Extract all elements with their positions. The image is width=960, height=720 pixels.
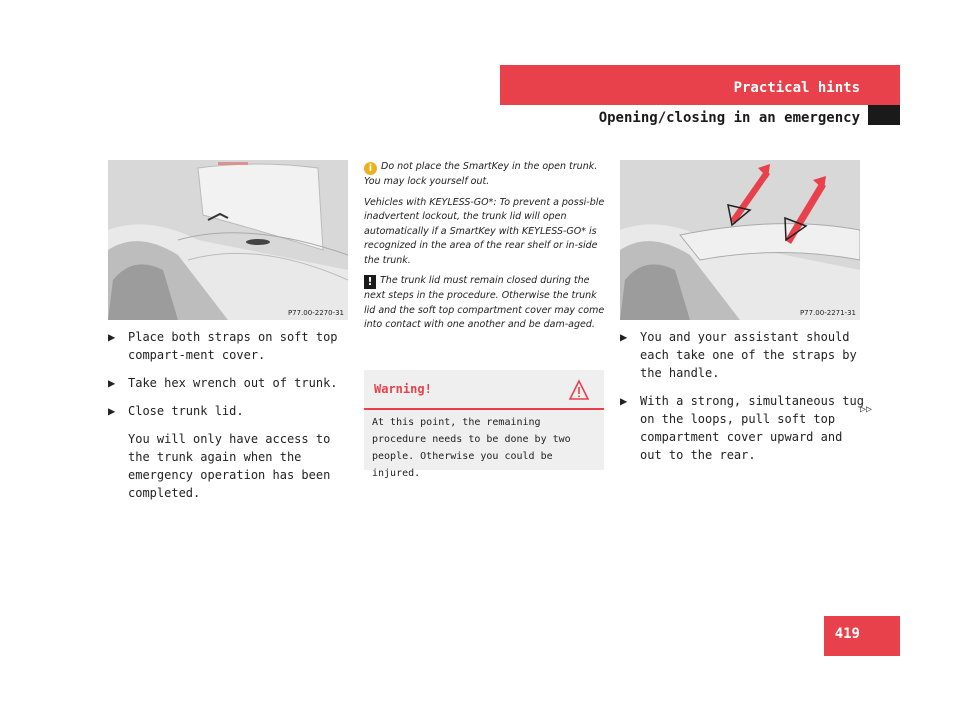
page-number-box <box>824 616 900 656</box>
warning-triangle-icon <box>568 379 590 401</box>
bullet-arrow-icon: ▶ <box>108 404 116 418</box>
list-item <box>108 328 354 364</box>
info-note <box>364 160 606 190</box>
step-note: You will only have access to the trunk again when the emergency operation has been completed. <box>128 432 331 500</box>
image-code: P77.00-2270-31 <box>287 309 344 317</box>
step-text: With a strong, simultaneous tug on the loops, pull soft top compartment cover upward and out to the rear. <box>640 394 864 462</box>
step-text: Take hex wrench out of trunk. <box>128 376 338 390</box>
bullet-arrow-icon: ▶ <box>620 394 628 408</box>
illustration-trunk-open <box>108 160 348 320</box>
illustration-cover-pull <box>620 160 860 320</box>
warning-box <box>364 370 604 479</box>
warning-text: At this point, the remaining procedure needs to be done by two people. Otherwise you could be injured. <box>372 417 571 479</box>
step-text: Close trunk lid. <box>128 404 244 418</box>
bullet-arrow-icon: ▶ <box>620 330 628 344</box>
step-text: Place both straps on soft top compart-ment cover. <box>128 330 338 362</box>
warning-title: Warning! <box>374 382 432 396</box>
list-item <box>620 328 870 382</box>
trunk-open-drawing <box>108 160 348 320</box>
right-steps-list <box>620 328 873 474</box>
list-item <box>620 392 873 464</box>
info-icon: i <box>364 162 377 175</box>
caution-note <box>364 274 606 333</box>
exclamation-icon: ! <box>364 275 376 289</box>
cover-pull-drawing <box>620 160 860 320</box>
bullet-arrow-icon: ▶ <box>108 376 116 390</box>
step-text: You and your assistant should each take one of the straps by the handle. <box>640 330 857 380</box>
warning-divider <box>364 408 604 410</box>
bullet-arrow-icon: ▶ <box>108 330 116 344</box>
notes-column <box>364 160 606 339</box>
section-title: Practical hints <box>733 80 860 96</box>
list-item <box>108 402 354 420</box>
page-subtitle: Opening/closing in an emergency <box>598 110 860 126</box>
caution-text: The trunk lid must remain closed during the next steps in the procedure. Otherwise the trunk lid and the soft top compartment cover may come into contact with one another and be dam-aged. <box>364 275 605 330</box>
page-number: 419 <box>834 626 860 642</box>
continued-icon: ▷▷ <box>860 404 873 415</box>
left-steps-list <box>108 328 354 502</box>
info-text-2: Vehicles with KEYLESS-GO*: To prevent a possi-ble inadvertent lockout, the trunk lid will open automatically if a SmartKey with KEYLESS-GO* is recognized in the area of the rear shelf or in-side the trunk. <box>364 196 605 266</box>
header-tab-marker <box>868 105 900 125</box>
info-text-1: Do not place the SmartKey in the open trunk. You may lock yourself out. <box>364 161 598 187</box>
section-header-bar <box>500 65 900 105</box>
image-code: P77.00-2271-31 <box>799 309 856 317</box>
list-item <box>108 374 354 392</box>
